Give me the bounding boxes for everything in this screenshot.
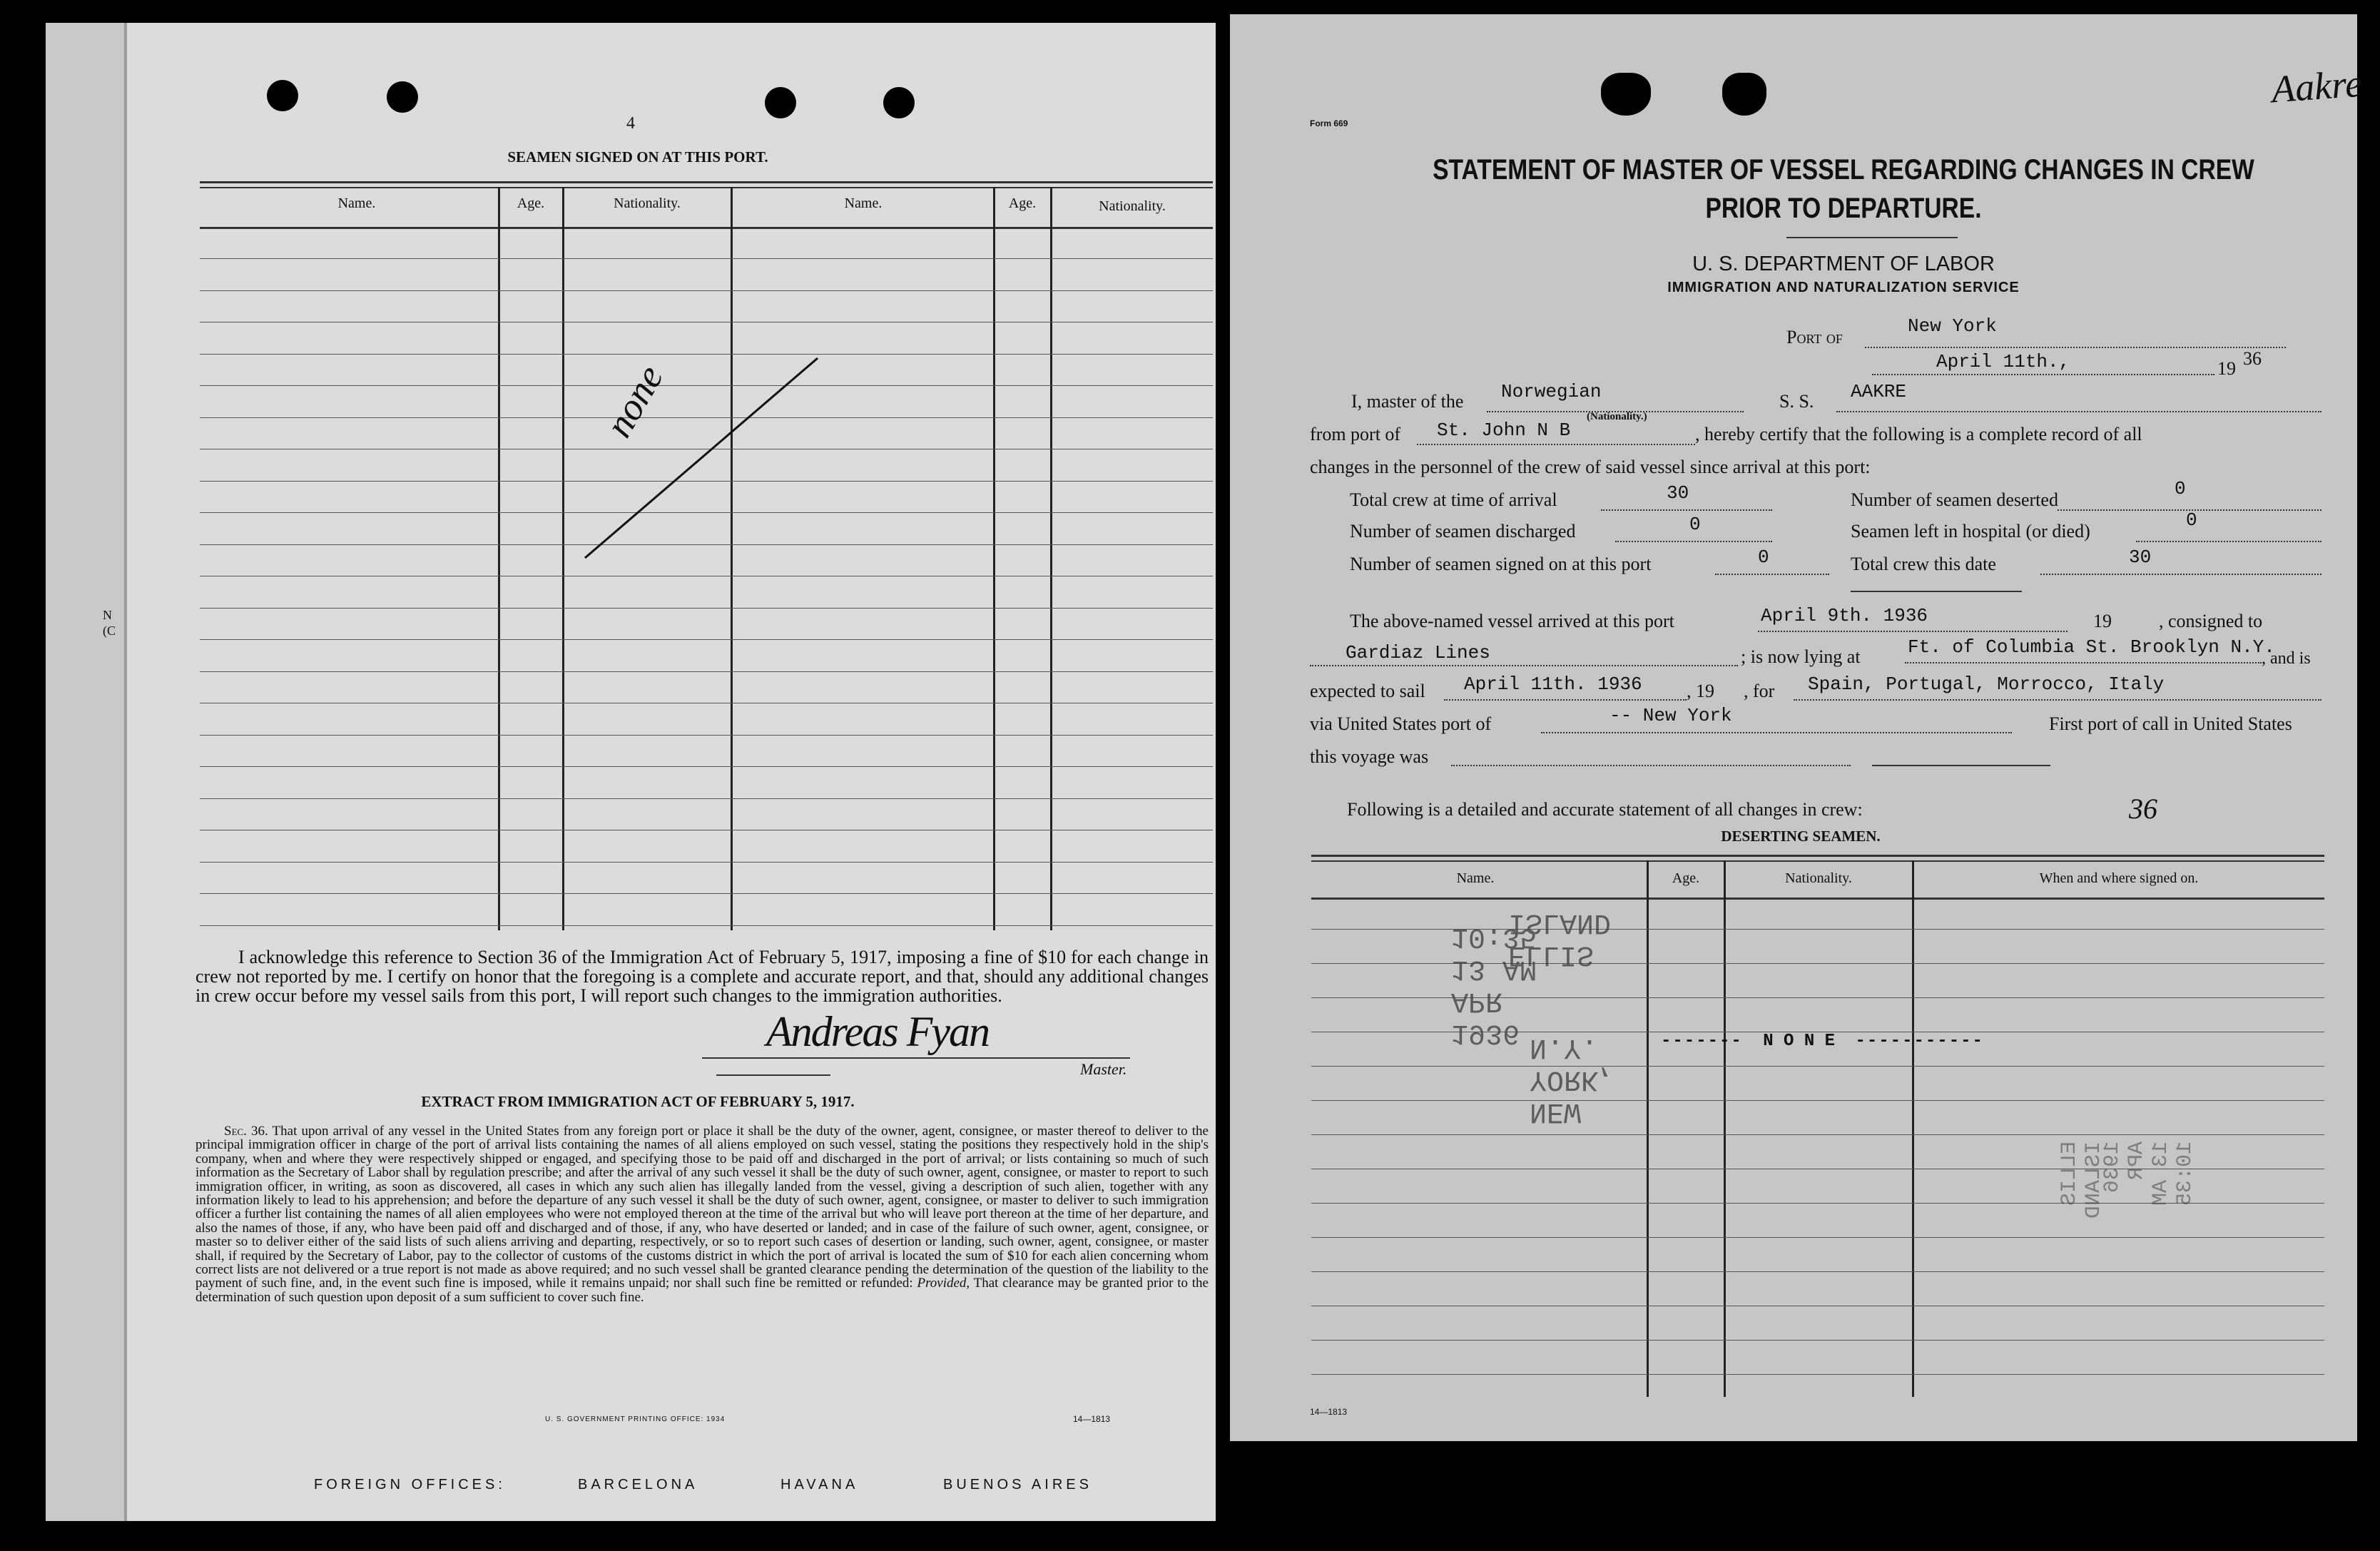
margin-fragment: N [103,608,112,622]
column-divider [562,187,564,930]
table-row-rule [200,290,1213,291]
table-row-rule [200,766,1213,767]
handwritten-none: none [596,357,672,444]
sail-line [1444,699,1687,701]
column-header: When and where signed on. [2039,870,2199,886]
rule [716,1074,830,1076]
arrived-label: The above-named vessel arrived at this port [1350,611,1674,631]
master-signature: Andreas Fyan [766,1008,990,1055]
from-port-value: St. John N B [1437,419,1571,441]
port-label: Port of [1786,327,1843,347]
voyage-label: this voyage was [1310,746,1429,767]
column-header: Name. [337,195,376,211]
consignee-line [1310,665,1738,666]
column-divider [1912,860,1914,1397]
form-title-line2: PRIOR TO DEPARTURE. [1705,193,1982,224]
vessel-line [1836,411,2321,412]
ss-label: S. S. [1779,391,1814,412]
deserting-heading: DESERTING SEAMEN. [1721,828,1881,845]
following-number: 36 [2129,793,2157,825]
form-code: 14—1813 [1073,1414,1111,1424]
printer-credit: U. S. GOVERNMENT PRINTING OFFICE: 1934 [545,1415,726,1423]
total-crew-date-label: Total crew this date [1851,554,1996,574]
foreign-office: BARCELONA [578,1477,698,1492]
table-row-rule [200,893,1213,894]
following-label: Following is a detailed and accurate statement of all changes in crew: [1347,799,1863,820]
voyage-line [1451,765,1851,766]
table-rule [1311,860,2324,862]
sail-label: expected to sail [1310,681,1425,701]
signature-line [702,1057,1130,1059]
lying-label: ; is now lying at [1741,646,1861,667]
stamp-line: ELLIS ISLAND [2058,1141,2106,1219]
punch-hole [1601,73,1651,116]
section-label: Sec. 36. [224,1124,268,1139]
none-entry: ------- N O N E ----------- [1661,1032,1984,1051]
destination-line [1794,699,2321,701]
column-header: Age. [1672,870,1700,886]
nationality-value: Norwegian [1501,381,1602,402]
discharged-value: 0 [1689,514,1701,535]
via-line [1541,732,2012,733]
foreign-office: BUENOS AIRES [943,1477,1092,1492]
signed-on-value: 0 [1758,546,1769,568]
column-header: Age. [1008,195,1037,211]
short-rule [1872,765,2050,766]
from-port-label: from port of [1310,424,1401,444]
sail-value: April 11th. 1936 [1464,673,1642,695]
column-divider [498,187,500,930]
service: IMMIGRATION AND NATURALIZATION SERVICE [1667,280,2020,295]
table-row-rule [1311,1271,2324,1272]
value-line [2040,574,2321,575]
table-row-rule [200,258,1213,259]
stamp-line: ELLIS ISLAND [1508,906,1612,970]
foreign-offices-label: FOREIGN OFFICES: [314,1477,506,1492]
total-crew-arrival-value: 30 [1667,482,1689,504]
table-row-rule [1311,1374,2324,1375]
date-year: 36 [2243,348,2262,369]
table-row-rule [1311,1100,2324,1101]
signed-on-label: Number of seamen signed on at this port [1350,554,1652,574]
stamp-line: 1936 APR 13 AM 10:35 [1451,920,1537,1049]
table-row-rule [1311,1134,2324,1135]
value-line [1615,541,1772,542]
via-value: -- New York [1609,705,1732,726]
table-rule [1311,855,2324,857]
table-row-rule [1311,1066,2324,1067]
total-crew-date-value: 30 [2129,546,2152,568]
extract-heading: EXTRACT FROM IMMIGRATION ACT OF FEBRUARY 5, 1917. [421,1093,855,1110]
total-crew-arrival-label: Total crew at time of arrival [1350,489,1557,510]
table-row-rule [200,639,1213,640]
consignee-value: Gardiaz Lines [1346,642,1490,663]
punch-hole [1722,73,1766,116]
punch-hole [387,81,418,113]
column-header: Name. [844,195,883,211]
short-rule [1851,591,2022,592]
table-rule [200,187,1213,188]
column-divider [1724,860,1726,1397]
value-line [2136,541,2321,542]
extract-text [195,1124,1209,1304]
table-rule [200,227,1213,229]
table-row-rule [1311,1237,2324,1238]
provided-label: Provided, [917,1276,970,1291]
deserted-label: Number of seamen deserted [1851,489,2058,510]
punch-hole [765,87,796,118]
form-number: Form 669 [1310,118,1348,128]
port-value: New York [1908,315,1997,337]
corner-note: Aakre [2270,61,2364,111]
section-body: That upon arrival of any vessel in the United States from any foreign port or place it shall be the duty of the owner, agent, consignee, or master thereof to deliver to the principal immigration officer in charge of the port of arrival lists containing the names of all aliens employed on such vessel, stating the positions they respectively hold in the ship's company, when and where they were respectively shipped or engaged, and specifying those to be paid off and discharged in the port of arrival; or lists containing so much of such information as the Secretary of Labor shall by regulation prescribe; and after the arrival of any such vessel it shall be the duty of such owner, agent, consignee, or master to report to such immigration officer, in writing, as soon as discovered, all cases in which any such alien has illegally landed from the vessel, giving a description of such alien, together with any information likely to lead to his apprehension; and before the departure of any such vessel it shall be the duty of such owner, agent, consignee, or master to deliver to such immigration officer a further list containing the names of all alien employees who were not employed thereon at the time of the arrival but who will leave port thereon at the time of her departure, and also the names of those, if any, who have been paid off and discharged and of those, if any, who have deserted or landed; and in case of the failure of such owner, agent, consignee, or master so to deliver either of the said lists of such aliens arriving and departing, respectively, or so to report such cases of desertion or landing, such owner, agent, consignee, or master shall, if required by the Secretary of Labor, pay to the collector of customs of the customs district in which the port of arrival is located the sum of $10 for each alien concerning whom correct lists are not delivered or a true report is not made as above required; and no such vessel shall be granted clearance pending the determination of the question of the liability to the payment of such fine, and, in the event such fine is imposed, while it remains unpaid; nor shall such fine be remitted or refunded: [195,1124,1209,1291]
stamp-line: 1936 APR 13 AM 10:35 [2100,1141,2197,1206]
table-rule [1311,897,2324,900]
date-prefix: 19 [2217,358,2236,379]
first-port-label: First port of call in United States [2049,713,2292,734]
column-header: Nationality. [1099,198,1166,214]
master-label: I, master of the [1351,391,1464,412]
acknowledgement-text: I acknowledge this reference to Section 36 of the Immigration Act of February 5, 1917, imposing a fine of $10 for each change in crew not reported by me. I certify on honor that the foregoing is a complete and accurate report, and that, should any additional changes in crew occur before my vessel sails from this port, I will report such changes to the immigration authorities. [195,947,1209,1006]
form-code: 14—1813 [1310,1407,1348,1417]
value-line [1715,574,1829,575]
right-page [1230,14,2364,1441]
and-is: , and is [2262,649,2311,668]
value-line [1601,509,1772,511]
page-edge [124,23,127,1521]
table-row-rule [200,608,1213,609]
punch-hole [267,80,298,111]
consigned-label: , consigned to [2159,611,2263,631]
page-number: 4 [626,114,635,133]
title-rule [1786,237,1958,238]
deserted-value: 0 [2175,478,2186,499]
arrived-19: 19 [2093,611,2112,631]
section-heading: SEAMEN SIGNED ON AT THIS PORT. [507,148,768,166]
table-row-rule [200,925,1213,926]
via-label: via United States port of [1310,713,1492,734]
column-header: Age. [517,195,545,211]
arrived-value: April 9th. 1936 [1761,605,1928,626]
nationality-caption: (Nationality.) [1587,411,1647,422]
hospital-value: 0 [2186,509,2197,531]
date-line [1872,374,2214,375]
date-value: April 11th., [1936,351,2070,372]
destination-value: Spain, Portugal, Morrocco, Italy [1808,673,2165,695]
table-row-rule [200,671,1213,672]
from-port-line [1417,444,1695,445]
discharged-label: Number of seamen discharged [1350,521,1576,541]
column-header: Nationality. [1785,870,1852,886]
table-row-rule [200,798,1213,799]
table-row-rule [200,735,1213,736]
lying-line [1905,662,2262,663]
form-title-line1: STATEMENT OF MASTER OF VESSEL REGARDING CHANGES IN CREW [1433,154,2254,185]
left-margin-strip [46,23,124,1521]
left-page [46,23,1216,1521]
sail-19: , 19 [1687,681,1714,701]
column-divider [1647,860,1649,1397]
provided-text: That clearance may be granted prior to the determination of such question upon deposit of a sum sufficient to cover such fine. [195,1276,1209,1305]
table-rule [200,181,1213,183]
margin-fragment: (C [103,624,116,638]
column-divider [1050,187,1052,930]
column-header: Nationality. [614,195,681,211]
hospital-label: Seamen left in hospital (or died) [1851,521,2090,541]
column-header: Name. [1456,870,1495,886]
for-label: , for [1744,681,1775,701]
certify-text: , hereby certify that the following is a complete record of all [1695,424,2142,444]
changes-text: changes in the personnel of the crew of said vessel since arrival at this port: [1310,457,1871,477]
vessel-name: AAKRE [1851,381,1907,402]
handwritten-none-mark [574,351,830,565]
foreign-office: HAVANA [780,1477,859,1492]
arrived-line [1758,631,2068,632]
punch-hole [883,87,915,118]
department: U. S. DEPARTMENT OF LABOR [1692,253,1995,275]
column-divider [993,187,995,930]
lying-value: Ft. of Columbia St. Brooklyn N.Y. [1908,636,2275,658]
table-row-rule [1311,1340,2324,1341]
none-text: N O N E [1763,1032,1836,1051]
signature-role: Master. [1080,1060,1127,1078]
port-line [1865,347,2286,348]
stamp-line: NEW YORK, N.Y. [1530,1031,1616,1127]
table-row-rule [200,862,1213,863]
